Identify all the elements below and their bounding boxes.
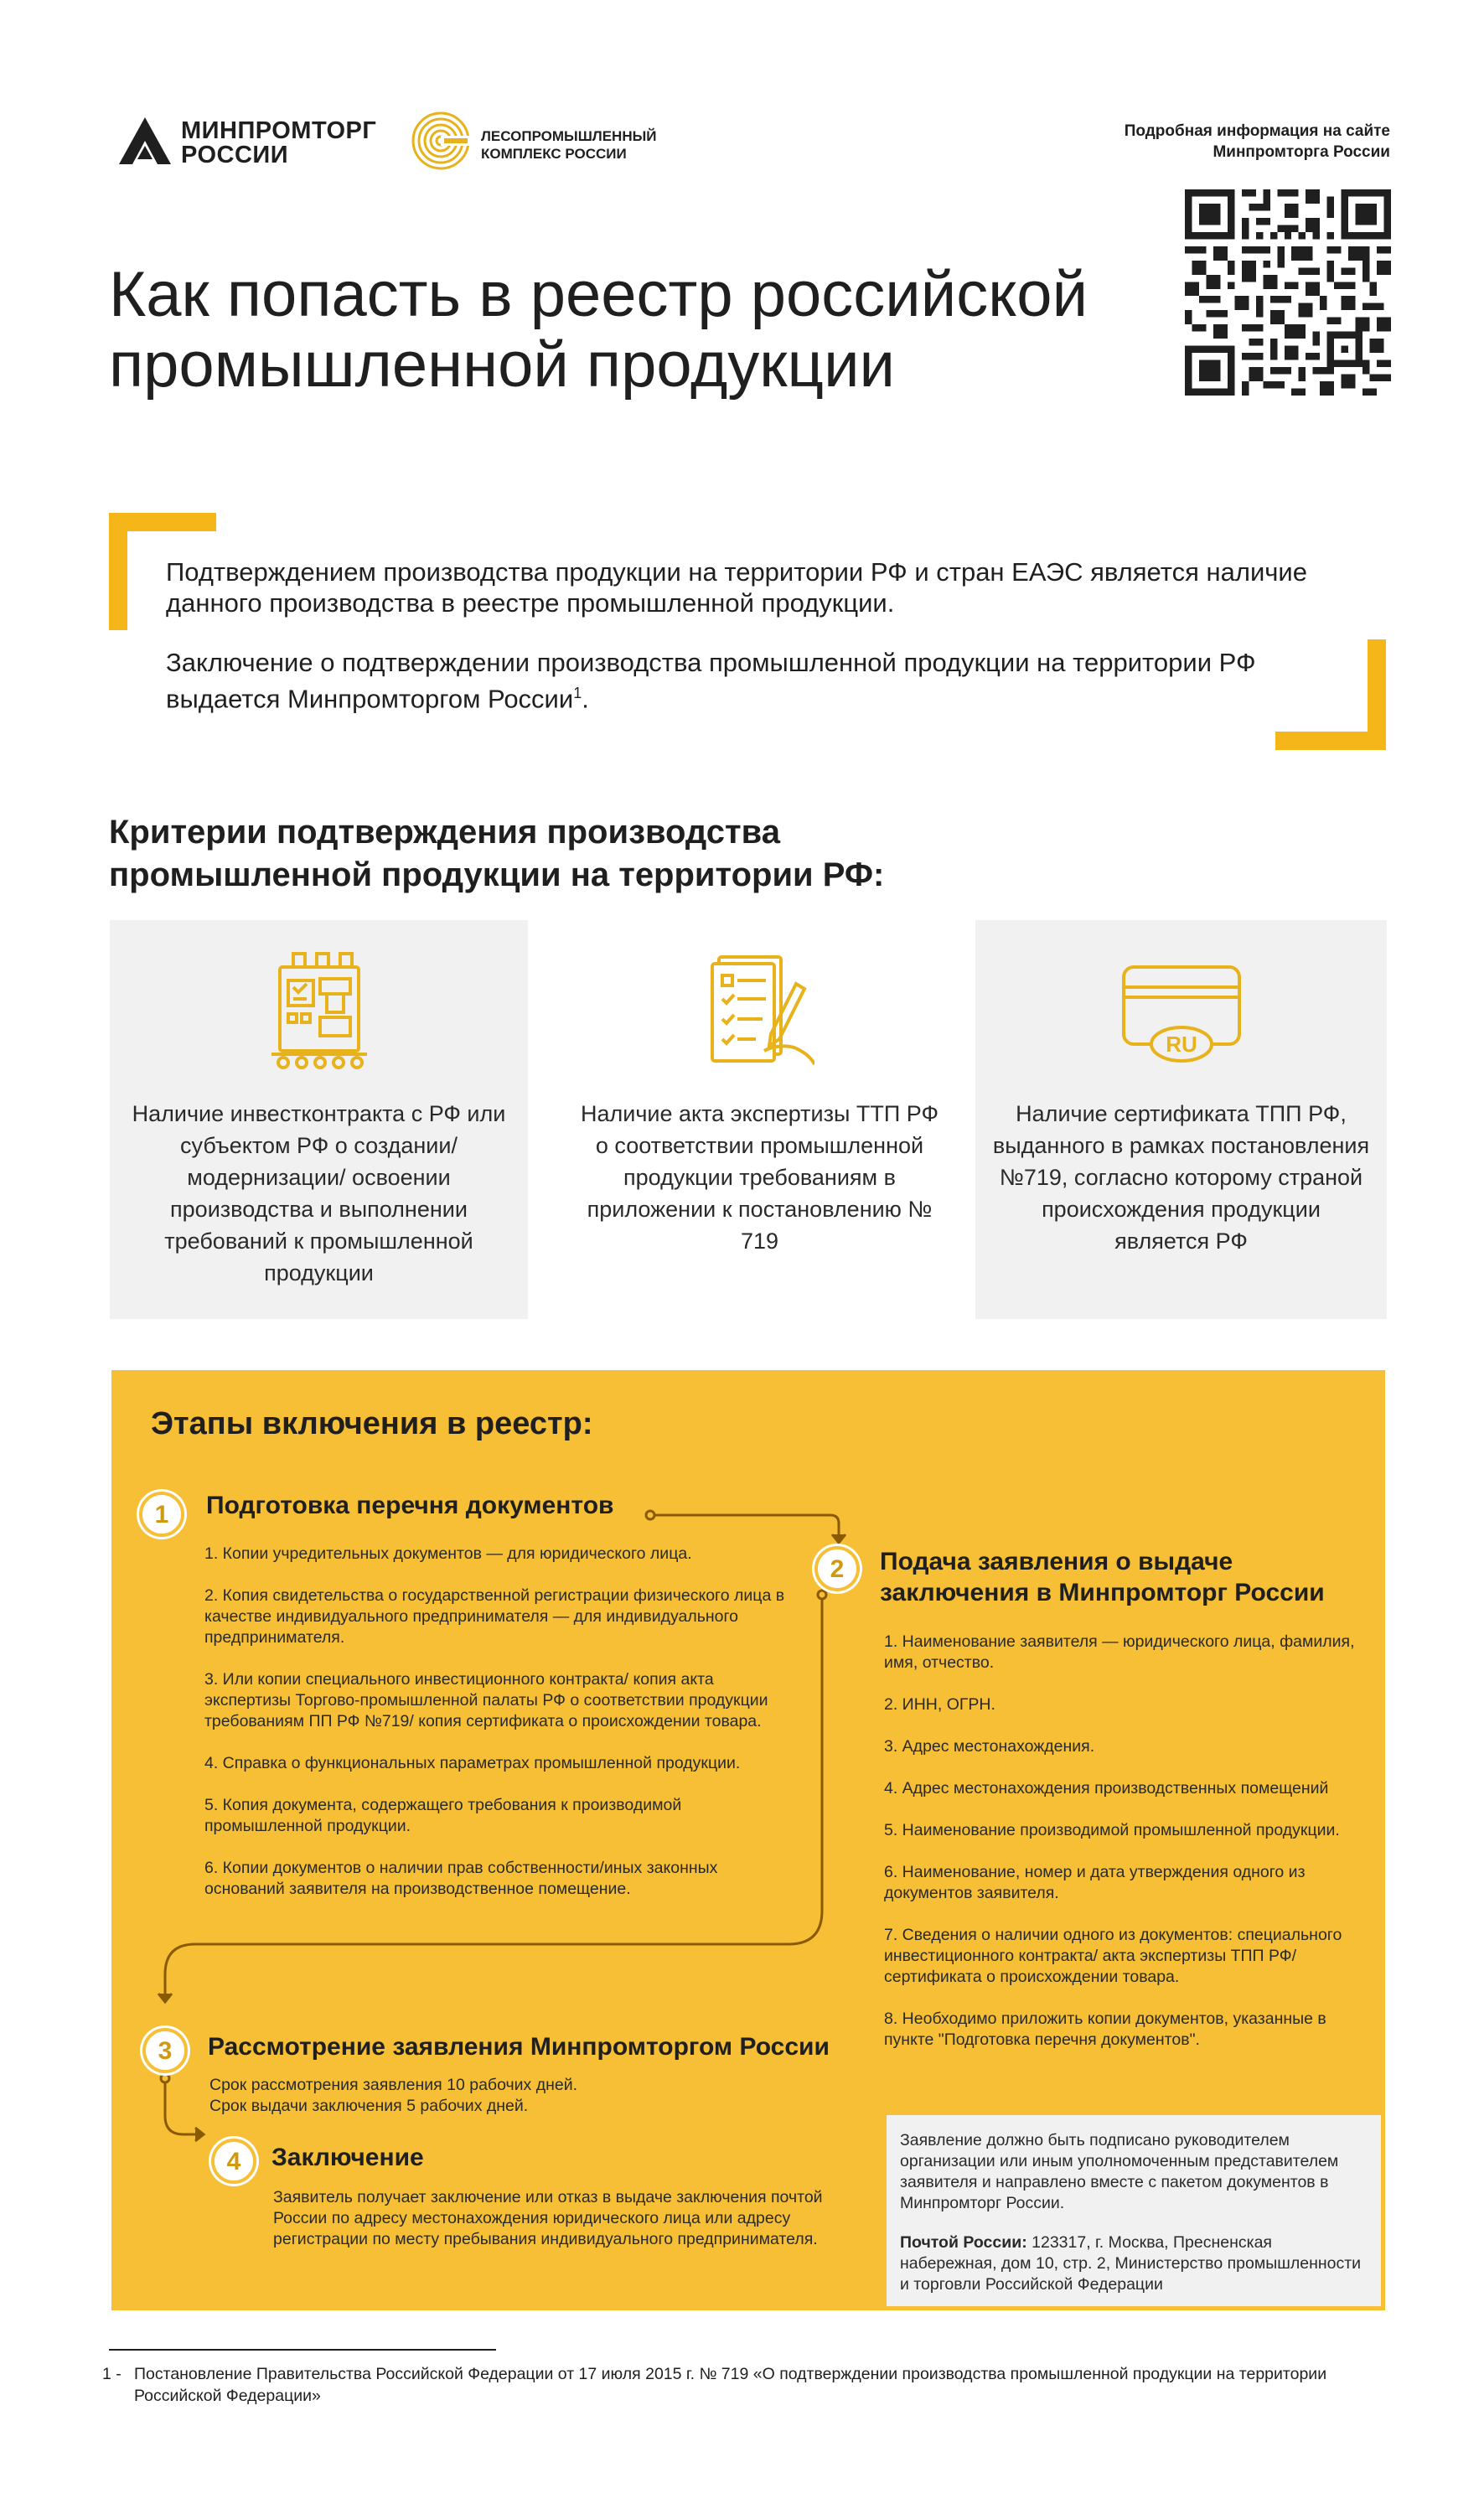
criteria-card-certificate: [975, 920, 1387, 1319]
forest-complex-logo-icon: [411, 111, 471, 171]
list-item: 8. Необходимо приложить копии документов, указанные в пункте "Подготовка перечня документов".: [884, 2010, 1326, 2049]
intro-paragraph-2: Заключение о подтверждении производства промышленной продукции на территории РФ выдается Минпромторгом России$^1$.: [166, 648, 1256, 714]
step-3-title: Рассмотрение заявления Минпромторгом России: [208, 2033, 830, 2061]
list-item: 1. Копии учредительных документов — для юридического лица.: [204, 1544, 692, 1563]
footnote-divider: [109, 2349, 496, 2351]
list-item: 6. Наименование, номер и дата утверждения одного из документов заявителя.: [884, 1863, 1306, 1902]
list-item: 4. Справка о функциональных параметрах промышленной продукции.: [204, 1754, 741, 1772]
step-number-3: 3: [142, 2028, 188, 2073]
criteria-card-expertise: [556, 920, 964, 1319]
factory-icon: [265, 950, 374, 1076]
step-4-title: Заключение: [271, 2144, 424, 2171]
list-item: 2. ИНН, ОГРН.: [884, 1695, 995, 1714]
svg-text:RU: RU: [1165, 1032, 1197, 1057]
list-item: 3. Или копии специального инвестиционного контракта/ копия акта экспертизы Торгово-промышленной палаты РФ о соответствии продукции требованиям ПП РФ №719/ копия сертификата о происхождении товара.: [204, 1670, 768, 1730]
step-number-2: 2: [814, 1546, 860, 1591]
corner-bracket-top-left-h: [109, 513, 216, 531]
post-address: Почтой России: 123317, г. Москва, Пресненская набережная, дом 10, стр. 2, Министерство промышленности и торговли Российской Федерации: [900, 2233, 1362, 2294]
step-number-4: 4: [211, 2139, 256, 2184]
list-item: 1. Наименование заявителя — юридического лица, фамилия, имя, отчество.: [884, 1632, 1355, 1672]
logo-forest-complex-text: ЛЕСОПРОМЫШЛЕННЫЙ КОМПЛЕКС РОССИИ: [481, 128, 657, 162]
minpromtorg-logo-icon: [119, 117, 171, 164]
list-item: 5. Наименование производимой промышленной продукции.: [884, 1821, 1340, 1839]
list-item: 7. Сведения о наличии одного из документов: специального инвестиционного контракта/ акта экспертизы ТПП РФ/ сертификата о происхождении товара.: [884, 1926, 1342, 1986]
intro-paragraph-1: Подтверждением производства продукции на территории РФ и стран ЕАЭС является наличие данного производства в реестре промышленной продукции.: [166, 557, 1307, 618]
step-3-text: Срок рассмотрения заявления 10 рабочих дней. Срок выдачи заключения 5 рабочих дней.: [209, 2076, 578, 2115]
criteria-card-text: Наличие инвестконтракта с РФ или субъектом РФ о создании/ модернизации/ освоении производства и выполнении требований к промышленной продукции: [132, 1101, 506, 1285]
footnote: [102, 2363, 1409, 2407]
page-title: Как попасть в реестр российской промышленной продукции: [109, 259, 1088, 401]
list-item: 3. Адрес местонахождения.: [884, 1737, 1095, 1756]
step-1-title: Подготовка перечня документов: [206, 1492, 614, 1519]
criteria-card-text: Наличие акта экспертизы ТТП РФ о соответствии промышленной продукции требованиям в приложении к постановлению № 719: [580, 1101, 939, 1254]
footnote-ref[interactable]: 1: [573, 685, 582, 701]
footnote-text: Постановление Правительства Российской Федерации от 17 июля 2015 г. № 719 «О подтверждении производства промышленной продукции на территории Российской Федерации»: [134, 2365, 1327, 2405]
criteria-card-investcontract: [110, 920, 528, 1319]
step-4-text: Заявитель получает заключение или отказ в выдаче заключения почтой России по адресу местонахождения юридического лица или адресу регистрации по месту пребывания индивидуального предпринимателя.: [273, 2188, 823, 2248]
step-1-list: [204, 1544, 791, 1921]
list-item: 6. Копии документов о наличии прав собственности/иных законных оснований заявителя на производственное помещение.: [204, 1859, 718, 1898]
note-box: [887, 2115, 1381, 2306]
stages-title: Этапы включения в реестр:: [151, 1406, 593, 1441]
document-checklist-icon: [706, 950, 814, 1076]
note-text: Заявление должно быть подписано руководителем организации или иным уполномоченным представителем заявителя и направлено вместе с пакетом документов в Минпромторг России.: [900, 2131, 1339, 2212]
footnote-number: 1 -: [102, 2365, 122, 2383]
list-item: 4. Адрес местонахождения производственных помещений: [884, 1779, 1329, 1798]
criteria-card-text: Наличие сертификата ТПП РФ, выданного в рамках постановления №719, согласно которому страной происхождения продукции является РФ: [992, 1101, 1370, 1254]
logo-minpromtorg-text: МИНПРОМТОРГ РОССИИ: [181, 117, 377, 168]
qr-code-icon[interactable]: [1185, 189, 1391, 396]
step-number-1: 1: [139, 1492, 184, 1537]
list-item: 2. Копия свидетельства о государственной регистрации физического лица в качестве индивидуального предпринимателя — для индивидуального предпринимателя.: [204, 1586, 785, 1647]
site-info-text: Подробная информация на сайте Минпромторга России: [1124, 122, 1390, 161]
intro-text: [166, 556, 1339, 742]
step-2-list: [884, 1632, 1378, 2072]
ru-certificate-icon: [1119, 950, 1244, 1076]
list-item: 5. Копия документа, содержащего требования к производимой промышленной продукции.: [204, 1796, 682, 1835]
criteria-title: Критерии подтверждения производства промышленной продукции на территории РФ:: [109, 814, 885, 893]
step-2-title: Подача заявления о выдаче заключения в Минпромторг России: [880, 1548, 1325, 1606]
